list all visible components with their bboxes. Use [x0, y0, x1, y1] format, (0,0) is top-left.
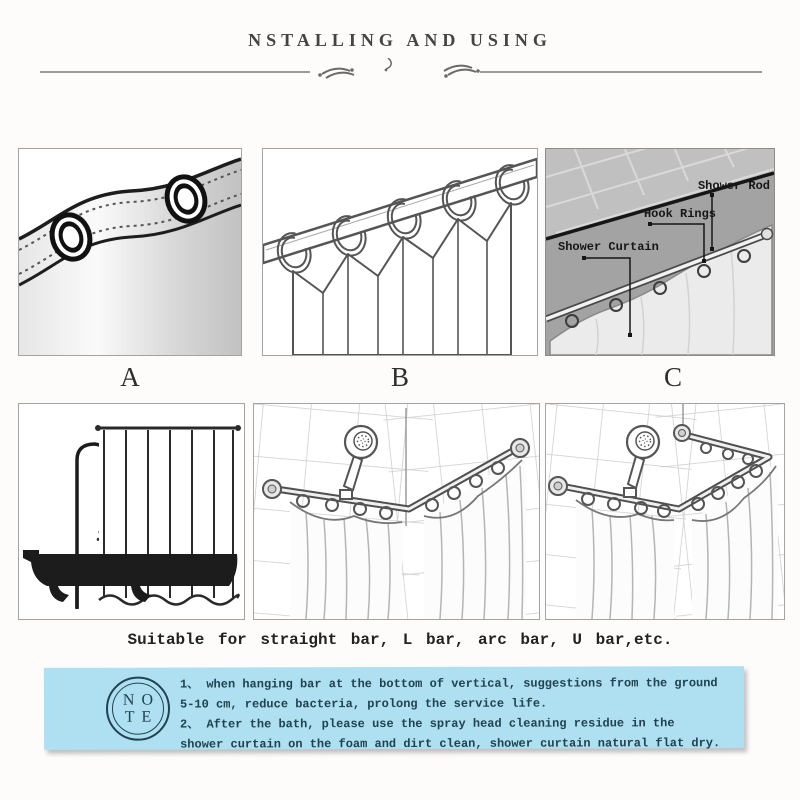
grommet-curtain-illustration [19, 149, 241, 355]
panel-a-grommet-curtain [18, 148, 242, 356]
note-badge-icon [106, 677, 170, 741]
svg-text:Hook Rings: Hook Rings [643, 207, 716, 221]
suitable-caption: Suitable for straight bar, L bar, arc bar, U bar,etc. [127, 631, 673, 649]
panel-bathtub-straight-bar [18, 403, 245, 620]
panel-a-label: A [120, 362, 140, 392]
ornamental-divider [0, 58, 800, 86]
right-swirl-ornament [444, 66, 480, 78]
note-item-1 [180, 673, 740, 714]
panel-l-bar-corner [253, 403, 540, 620]
u-bar-illustration [546, 404, 784, 619]
panel-u-bar-corner [545, 403, 785, 620]
svg-text:Shower Rod: Shower Rod [697, 179, 770, 193]
note-letter-n: N [122, 691, 135, 709]
note-item-2-number: 2、 [180, 717, 200, 732]
panel-b-hooks-on-rod [262, 148, 538, 356]
note-item-2-text: After the bath, please use the spray head cleaning residue in the shower curtain on the foam and dirt clean, shower curtain natural flat dry. [180, 716, 721, 752]
svg-text:Shower Curtain: Shower Curtain [558, 240, 659, 254]
note-letter-e: E [141, 708, 152, 726]
note-box [44, 666, 744, 750]
center-flourish [385, 58, 392, 71]
note-letter-o: O [141, 691, 154, 709]
panel-b-label: B [390, 362, 409, 392]
note-text [180, 673, 740, 754]
hooks-rod-illustration [263, 149, 537, 355]
page-title: NSTALLING AND USING [248, 30, 552, 50]
left-swirl-ornament [318, 68, 354, 78]
note-badge-inner [112, 683, 164, 735]
panel-c-labeled-photo [545, 148, 775, 356]
bathtub-illustration [19, 404, 244, 619]
note-item-1-number: 1、 [179, 677, 200, 692]
note-letter-t: T [124, 708, 135, 726]
labeled-curtain-photo [546, 149, 774, 355]
l-bar-illustration [254, 404, 539, 619]
note-item-2 [180, 713, 740, 754]
panel-c-label: C [663, 362, 682, 392]
curtain-body [19, 159, 241, 355]
note-item-1-text: when hanging bar at the bottom of vertical, suggestions from the ground 5-10 cm, reduce bacteria, prolong the service life. [179, 676, 718, 712]
